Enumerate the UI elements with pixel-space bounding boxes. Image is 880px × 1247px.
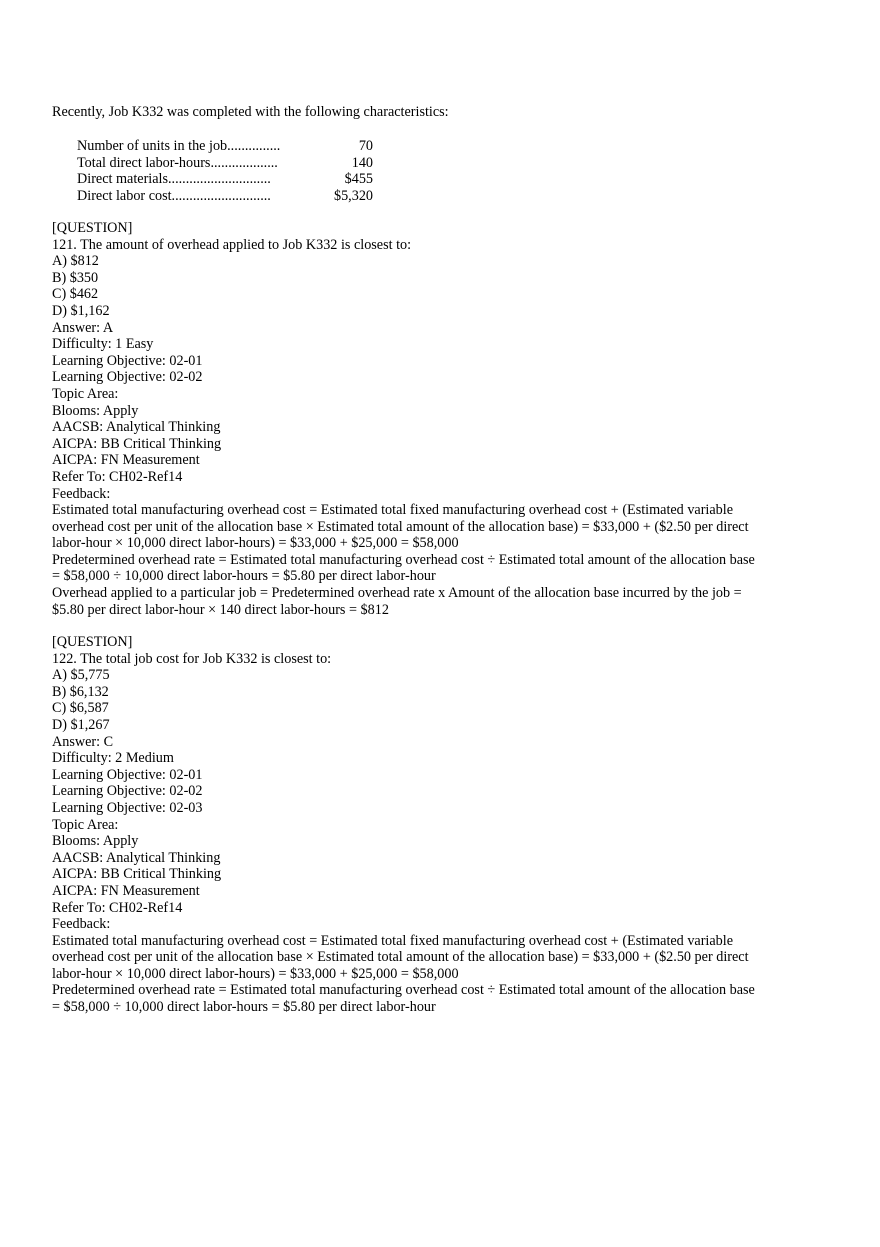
- option-b: B) $350: [52, 269, 99, 286]
- difficulty-line: Difficulty: 1 Easy: [52, 336, 154, 353]
- answer-line: Answer: A: [52, 319, 114, 336]
- option-a: A) $5,775: [52, 667, 110, 684]
- aicpa-line: AICPA: BB Critical Thinking: [52, 435, 222, 452]
- table-row: [77, 171, 373, 188]
- option-a: A) $812: [52, 253, 99, 270]
- aicpa-line: AICPA: BB Critical Thinking: [52, 866, 222, 883]
- feedback-label: Feedback:: [52, 485, 111, 502]
- row-label: Direct materials.............................: [77, 171, 271, 187]
- aacsb-line: AACSB: Analytical Thinking: [52, 849, 221, 866]
- learning-objective-line: Learning Objective: 02-02: [52, 369, 203, 386]
- feedback-label: Feedback:: [52, 916, 111, 933]
- table-row: [77, 155, 373, 172]
- difficulty-line: Difficulty: 2 Medium: [52, 750, 174, 767]
- aicpa-line: AICPA: FN Measurement: [52, 452, 200, 469]
- table-row: [77, 188, 373, 205]
- feedback-paragraph: Overhead applied to a particular job = Predetermined overhead rate x Amount of the allocation base incurred by the job = $5.80 per direct labor-hour × 140 direct labor-hours = $812: [52, 585, 742, 618]
- option-c: C) $462: [52, 286, 99, 303]
- learning-objective-line: Learning Objective: 02-03: [52, 799, 203, 816]
- row-value: 70: [358, 138, 373, 154]
- learning-objective-line: Learning Objective: 02-01: [52, 352, 203, 369]
- question-stem: 122. The total job cost for Job K332 is closest to:: [52, 650, 332, 667]
- learning-objective-line: Learning Objective: 02-02: [52, 783, 203, 800]
- learning-objective-line: Learning Objective: 02-01: [52, 766, 203, 783]
- topic-area-line: Topic Area:: [52, 385, 119, 402]
- question-122: [52, 634, 762, 1016]
- table-row: [77, 138, 373, 155]
- option-c: C) $6,587: [52, 700, 109, 717]
- answer-line: Answer: C: [52, 733, 114, 750]
- feedback-paragraph: Predetermined overhead rate = Estimated total manufacturing overhead cost ÷ Estimated total amount of the allocation base = $58,000 ÷ 10,000 direct labor-hours = $5.80 per direct labor-hour: [52, 551, 755, 585]
- question-tag: [QUESTION]: [52, 634, 133, 650]
- row-label: Number of units in the job...............: [77, 138, 281, 154]
- feedback-paragraph: Estimated total manufacturing overhead cost = Estimated total fixed manufacturing overhead cost + (Estimated variable overhead cost per unit of the allocation base × Estimated total amount of the allocation base) = $33,000 + ($2.50 per direct labor-hour × 10,000 direct labor-hours) = $33,000 + $25,000 = $58,000: [52, 502, 749, 552]
- option-d: D) $1,267: [52, 716, 110, 733]
- row-value: 140: [351, 154, 373, 171]
- feedback-paragraph: Predetermined overhead rate = Estimated total manufacturing overhead cost ÷ Estimated total amount of the allocation base = $58,000 ÷ 10,000 direct labor-hours = $5.80 per direct labor-hour: [52, 982, 755, 1016]
- aicpa-line: AICPA: FN Measurement: [52, 882, 200, 899]
- question-121: [52, 220, 762, 618]
- row-label: Total direct labor-hours...................: [77, 154, 278, 171]
- job-characteristics-table: [77, 138, 373, 204]
- refer-to-line: Refer To: CH02-Ref14: [52, 468, 183, 485]
- option-b: B) $6,132: [52, 683, 109, 700]
- aacsb-line: AACSB: Analytical Thinking: [52, 419, 221, 436]
- blooms-line: Blooms: Apply: [52, 833, 139, 850]
- blooms-line: Blooms: Apply: [52, 402, 139, 419]
- row-value: $455: [344, 171, 373, 187]
- topic-area-line: Topic Area:: [52, 816, 119, 833]
- question-tag: [QUESTION]: [52, 220, 133, 236]
- feedback-paragraph: Estimated total manufacturing overhead cost = Estimated total fixed manufacturing overhead cost + (Estimated variable overhead cost per unit of the allocation base × Estimated total amount of the allocation base) = $33,000 + ($2.50 per direct labor-hour × 10,000 direct labor-hours) = $33,000 + $25,000 = $58,000: [52, 932, 749, 982]
- refer-to-line: Refer To: CH02-Ref14: [52, 899, 183, 916]
- row-value: $5,320: [333, 187, 373, 204]
- row-label: Direct labor cost............................: [77, 187, 271, 204]
- option-d: D) $1,162: [52, 302, 110, 319]
- question-stem: 121. The amount of overhead applied to Job K332 is closest to:: [52, 236, 412, 253]
- intro-text: Recently, Job K332 was completed with the following characteristics:: [52, 104, 449, 120]
